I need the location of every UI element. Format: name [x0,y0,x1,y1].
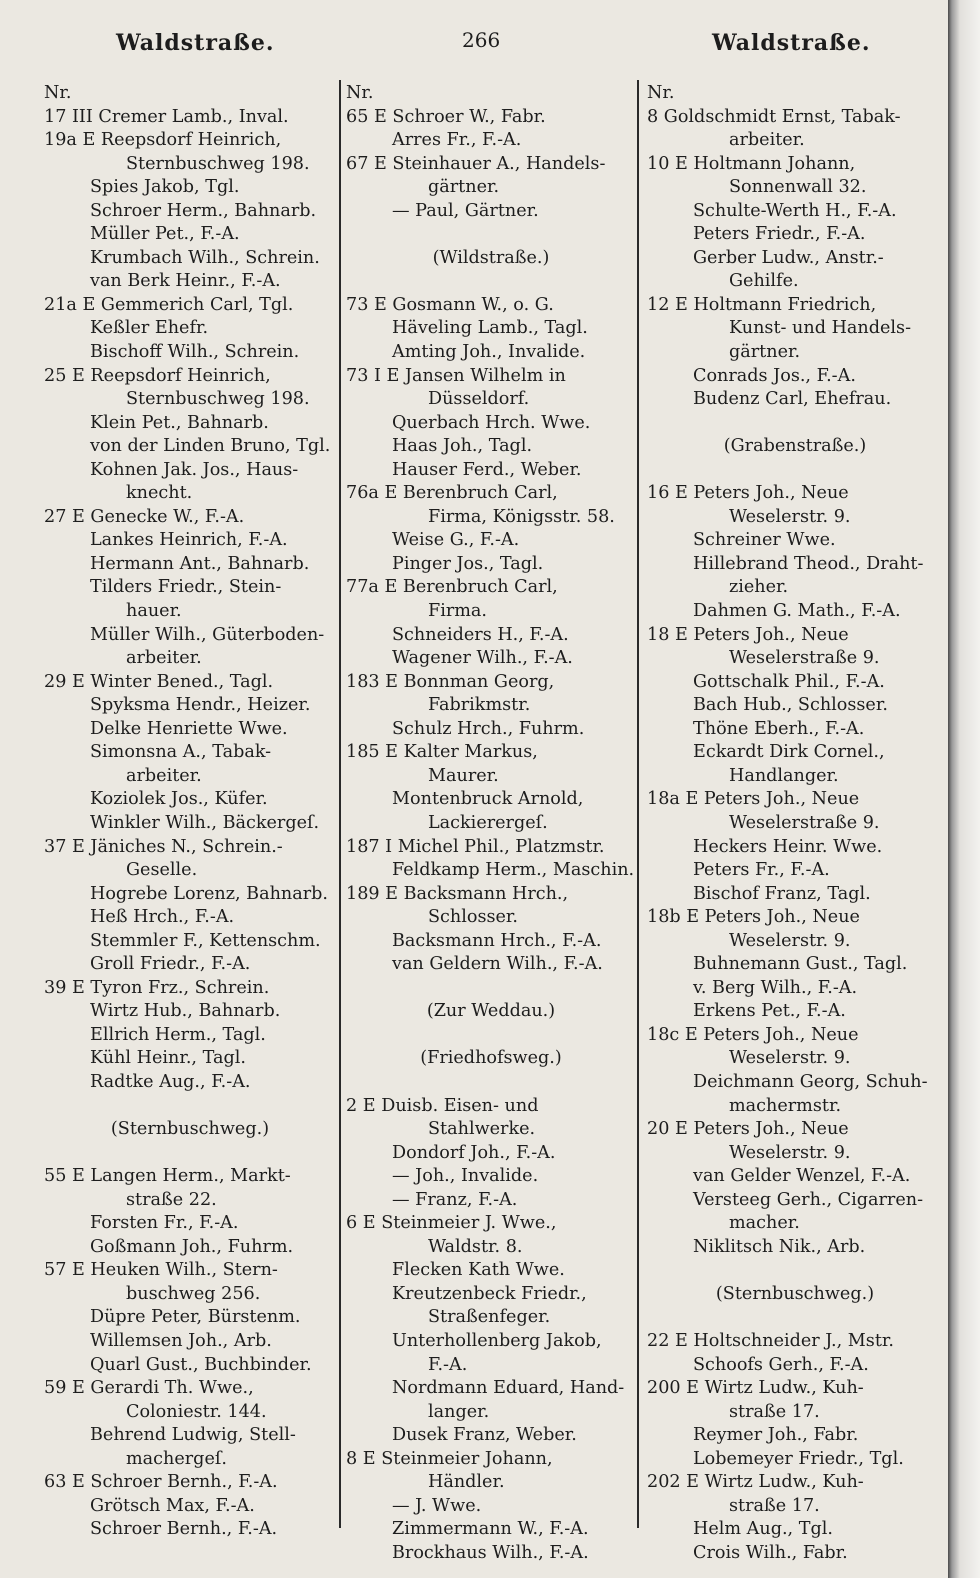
house-entry: 27 E Genecke W., F.-A. [44,506,245,527]
continuation-line: Weselerstr. 9. [729,930,851,951]
resident-entry: Goßmann Joh., Fuhrm. [90,1236,294,1257]
blank-line [647,412,943,436]
continuation-line: Firma. [428,601,488,622]
resident-entry: Schneiders H., F.-A. [392,624,569,645]
resident-entry: Unterhollenberg Jakob, [392,1330,602,1351]
resident-entry: Deichmann Georg, Schuh- [693,1071,928,1092]
continuation-line: Fabrikmstr. [428,695,531,716]
continuation-line: Handlanger. [729,765,839,786]
resident-entry: Montenbruck Arnold, [392,789,584,810]
house-entry: 183 E Bonnman Georg, [346,671,555,692]
resident-entry: Delke Henriette Wwe. [90,718,288,739]
continuation-line: F.-A. [428,1354,468,1375]
house-entry: 10 E Holtmann Johann, [647,153,856,174]
page-number: 266 [462,28,501,52]
resident-entry: Gerber Ludw., Anstr.- [693,247,884,268]
blank-line [346,1024,636,1048]
resident-entry: Koziolek Jos., Küfer. [90,789,268,810]
house-entry: 20 E Peters Joh., Neue [647,1119,849,1140]
continuation-line: hauer. [126,601,182,622]
continuation-line: langer. [428,1401,490,1422]
resident-entry: Kreutzenbeck Friedr., [392,1283,587,1304]
street-title-left: Waldstraße. [116,30,275,56]
house-entry: 57 E Heuken Wilh., Stern- [44,1260,278,1281]
house-entry: 29 E Winter Bened., Tagl. [44,671,274,692]
resident-entry: Erkens Pet., F.-A. [693,1001,846,1022]
resident-entry: — Joh., Invalide. [392,1166,539,1187]
house-entry: 65 E Schroer W., Fabr. [346,106,546,127]
resident-entry: Stemmler F., Kettenschm. [90,930,321,951]
column-right [647,82,943,1565]
resident-entry: Schulte-Werth H., F.-A. [693,200,897,221]
resident-entry: Brockhaus Wilh., F.-A. [392,1542,589,1563]
street-section-heading: (Wildstraße.) [432,247,550,268]
blank-line [647,1306,943,1330]
continuation-line: gärtner. [428,177,500,198]
resident-entry: Spyksma Hendr., Heizer. [90,695,311,716]
continuation-line: machermstr. [729,1095,842,1116]
house-entry: 187 I Michel Phil., Platzmstr. [346,836,605,857]
column-heading: Nr. [647,83,675,103]
continuation-line: Weselerstr. 9. [729,1142,851,1163]
resident-entry: Kühl Heinr., Tagl. [90,1048,246,1069]
resident-entry: Buhnemann Gust., Tagl. [693,954,908,975]
resident-entry: Krumbach Wilh., Schrein. [90,247,320,268]
resident-entry: Hermann Ant., Bahnarb. [90,553,310,574]
continuation-line: Coloniestr. 144. [126,1401,267,1422]
resident-entry: Lankes Heinrich, F.-A. [90,530,288,551]
resident-entry: van Gelder Wenzel, F.-A. [693,1166,911,1187]
continuation-line: Händler. [428,1472,505,1493]
resident-entry: Thöne Eberh., F.-A. [693,718,865,739]
resident-entry: Querbach Hrch. Wwe. [392,412,591,433]
resident-entry: Radtke Aug., F.-A. [90,1071,251,1092]
house-entry: 189 E Backsmann Hrch., [346,883,569,904]
continuation-line: Geselle. [126,860,198,881]
resident-entry: Dondorf Joh., F.-A. [392,1142,556,1163]
house-entry: 200 E Wirtz Ludw., Kuh- [647,1378,864,1399]
column-middle [346,82,636,1565]
resident-entry: Hauser Ferd., Weber. [392,459,582,480]
continuation-line: Sternbuschweg 198. [126,153,310,174]
blank-line [44,1095,336,1119]
resident-entry: van Geldern Wilh., F.-A. [392,954,603,975]
continuation-line: Straßenfeger. [428,1307,551,1328]
house-entry: 37 E Jäniches N., Schrein.- [44,836,283,857]
resident-entry: Arres Fr., F.-A. [392,130,522,151]
resident-entry: Quarl Gust., Buchbinder. [90,1354,312,1375]
house-entry: 73 I E Jansen Wilhelm in [346,365,566,386]
continuation-line: arbeiter. [126,648,202,669]
street-section-heading: (Grabenstraße.) [723,436,867,457]
resident-entry: Dahmen G. Math., F.-A. [693,601,901,622]
resident-entry: — J. Wwe. [392,1495,482,1516]
blank-line [44,1142,336,1166]
resident-entry: Reymer Joh., Fabr. [693,1425,859,1446]
resident-entry: Amting Joh., Invalide. [392,342,586,363]
resident-entry: von der Linden Bruno, Tgl. [90,436,331,457]
continuation-line: Firma, Königsstr. 58. [428,506,615,527]
column-divider [339,80,341,1528]
continuation-line: machergeſ. [126,1448,227,1469]
resident-entry: — Franz, F.-A. [392,1189,518,1210]
resident-entry: Müller Wilh., Güterboden- [90,624,325,645]
resident-entry: Behrend Ludwig, Stell- [90,1425,296,1446]
house-entry: 8 Goldschmidt Ernst, Tabak- [647,106,901,127]
continuation-line: Weselerstr. 9. [729,1048,851,1069]
page-header [0,26,948,62]
resident-entry: Bach Hub., Schlosser. [693,695,888,716]
resident-entry: Grötsch Max, F.-A. [90,1495,255,1516]
house-entry: 25 E Reepsdorf Heinrich, [44,365,271,386]
resident-entry: Häveling Lamb., Tagl. [392,318,588,339]
street-section-heading: (Friedhofsweg.) [420,1048,562,1069]
resident-entry: Zimmermann W., F.-A. [392,1519,589,1540]
resident-entry: Weise G., F.-A. [392,530,520,551]
continuation-line: Düsseldorf. [428,389,530,410]
resident-entry: van Berk Heinr., F.-A. [90,271,281,292]
continuation-line: gärtner. [729,342,801,363]
continuation-line: Lackierergeſ. [428,812,548,833]
house-entry: 67 E Steinhauer A., Handels- [346,153,606,174]
resident-entry: Peters Fr., F.-A. [693,860,830,881]
house-entry: 76a E Berenbruch Carl, [346,483,558,504]
column-left [44,82,336,1542]
resident-entry: Wirtz Hub., Bahnarb. [90,1001,281,1022]
continuation-line: arbeiter. [126,765,202,786]
blank-line [647,459,943,483]
house-entry: 17 III Cremer Lamb., Inval. [44,106,289,127]
street-section-heading: (Sternbuschweg.) [110,1119,270,1140]
house-entry: 19a E Reepsdorf Heinrich, [44,130,282,151]
resident-entry: Bischof Franz, Tagl. [693,883,871,904]
blank-line [346,270,636,294]
resident-entry: Forsten Fr., F.-A. [90,1213,239,1234]
continuation-line: Schlosser. [428,907,518,928]
resident-entry: Feldkamp Herm., Maschin. [392,860,635,881]
resident-entry: Haas Joh., Tagl. [392,436,533,457]
resident-entry: — Paul, Gärtner. [392,200,539,221]
resident-entry: Kohnen Jak. Jos., Haus- [90,459,299,480]
resident-entry: Schroer Bernh., F.-A. [90,1519,278,1540]
resident-entry: Backsmann Hrch., F.-A. [392,930,602,951]
house-entry: 55 E Langen Herm., Markt- [44,1166,291,1187]
street-section-heading: (Zur Weddau.) [426,1001,556,1022]
blank-line [346,1071,636,1095]
house-entry: 59 E Gerardi Th. Wwe., [44,1378,254,1399]
resident-entry: Helm Aug., Tgl. [693,1519,833,1540]
house-entry: 77a E Berenbruch Carl, [346,577,558,598]
resident-entry: Pinger Jos., Tagl. [392,553,544,574]
house-entry: 73 E Gosmann W., o. G. [346,294,554,315]
house-entry: 6 E Steinmeier J. Wwe., [346,1213,557,1234]
resident-entry: Crois Wilh., Fabr. [693,1542,848,1563]
house-entry: 63 E Schroer Bernh., F.-A. [44,1472,278,1493]
continuation-line: straße 22. [126,1189,217,1210]
resident-entry: Schulz Hrch., Fuhrm. [392,718,585,739]
house-entry: 8 E Steinmeier Johann, [346,1448,553,1469]
continuation-line: zieher. [729,577,789,598]
street-section-heading: (Sternbuschweg.) [715,1283,875,1304]
resident-entry: Schroer Herm., Bahnarb. [90,200,317,221]
column-divider [637,80,639,1528]
continuation-line: straße 17. [729,1495,820,1516]
blank-line [346,223,636,247]
resident-entry: Heckers Heinr. Wwe. [693,836,883,857]
house-entry: 18 E Peters Joh., Neue [647,624,849,645]
continuation-line: arbeiter. [729,130,805,151]
resident-entry: Tilders Friedr., Stein- [90,577,282,598]
resident-entry: Klein Pet., Bahnarb. [90,412,269,433]
house-entry: 39 E Tyron Frz., Schrein. [44,977,270,998]
resident-entry: Willemsen Joh., Arb. [90,1330,272,1351]
resident-entry: Hogrebe Lorenz, Bahnarb. [90,883,329,904]
house-entry: 18c E Peters Joh., Neue [647,1024,859,1045]
resident-entry: Winkler Wilh., Bäckergeſ. [90,812,320,833]
continuation-line: Weselerstraße 9. [729,812,880,833]
resident-entry: Spies Jakob, Tgl. [90,177,240,198]
continuation-line: buschweg 256. [126,1283,261,1304]
continuation-line: Waldstr. 8. [428,1236,523,1257]
resident-entry: Simonsna A., Tabak- [90,742,272,763]
resident-entry: Conrads Jos., F.-A. [693,365,856,386]
resident-entry: Versteeg Gerh., Cigarren- [693,1189,924,1210]
resident-entry: v. Berg Wilh., F.-A. [693,977,858,998]
resident-entry: Groll Friedr., F.-A. [90,954,251,975]
resident-entry: Dusek Franz, Weber. [392,1425,577,1446]
house-entry: 2 E Duisb. Eisen- und [346,1095,539,1116]
house-entry: 16 E Peters Joh., Neue [647,483,849,504]
resident-entry: Wagener Wilh., F.-A. [392,648,573,669]
resident-entry: Budenz Carl, Ehefrau. [693,389,892,410]
continuation-line: knecht. [126,483,193,504]
resident-entry: Peters Friedr., F.-A. [693,224,866,245]
street-title-right: Waldstraße. [712,30,871,56]
continuation-line: Sonnenwall 32. [729,177,867,198]
resident-entry: Nordmann Eduard, Hand- [392,1378,625,1399]
continuation-line: Gehilfe. [729,271,799,292]
blank-line [647,1259,943,1283]
house-entry: 21a E Gemmerich Carl, Tgl. [44,294,294,315]
continuation-line: Maurer. [428,765,499,786]
resident-entry: Ellrich Herm., Tagl. [90,1024,266,1045]
continuation-line: Sternbuschweg 198. [126,389,310,410]
resident-entry: Hillebrand Theod., Draht- [693,553,924,574]
resident-entry: Düpre Peter, Bürstenm. [90,1307,301,1328]
resident-entry: Keßler Ehefr. [90,318,209,339]
resident-entry: Gottschalk Phil., F.-A. [693,671,885,692]
house-entry: 12 E Holtmann Friedrich, [647,294,877,315]
resident-entry: Schreiner Wwe. [693,530,836,551]
continuation-line: Stahlwerke. [428,1119,536,1140]
resident-entry: Heß Hrch., F.-A. [90,907,235,928]
resident-entry: Bischoff Wilh., Schrein. [90,342,300,363]
column-heading: Nr. [346,83,374,103]
continuation-line: Weselerstraße 9. [729,648,880,669]
blank-line [346,977,636,1001]
resident-entry: Niklitsch Nik., Arb. [693,1236,866,1257]
continuation-line: Weselerstr. 9. [729,506,851,527]
house-entry: 185 E Kalter Markus, [346,742,538,763]
house-entry: 202 E Wirtz Ludw., Kuh- [647,1472,864,1493]
house-entry: 18a E Peters Joh., Neue [647,789,860,810]
house-entry: 22 E Holtschneider J., Mstr. [647,1330,894,1351]
resident-entry: Müller Pet., F.-A. [90,224,240,245]
resident-entry: Schoofs Gerh., F.-A. [693,1354,869,1375]
resident-entry: Lobemeyer Friedr., Tgl. [693,1448,904,1469]
page-binding-edge [948,0,980,1578]
continuation-line: straße 17. [729,1401,820,1422]
house-entry: 18b E Peters Joh., Neue [647,907,860,928]
resident-entry: Eckardt Dirk Cornel., [693,742,885,763]
continuation-line: Kunst- und Handels- [729,318,912,339]
resident-entry: Flecken Kath Wwe. [392,1260,565,1281]
column-heading: Nr. [44,83,72,103]
continuation-line: macher. [729,1213,800,1234]
